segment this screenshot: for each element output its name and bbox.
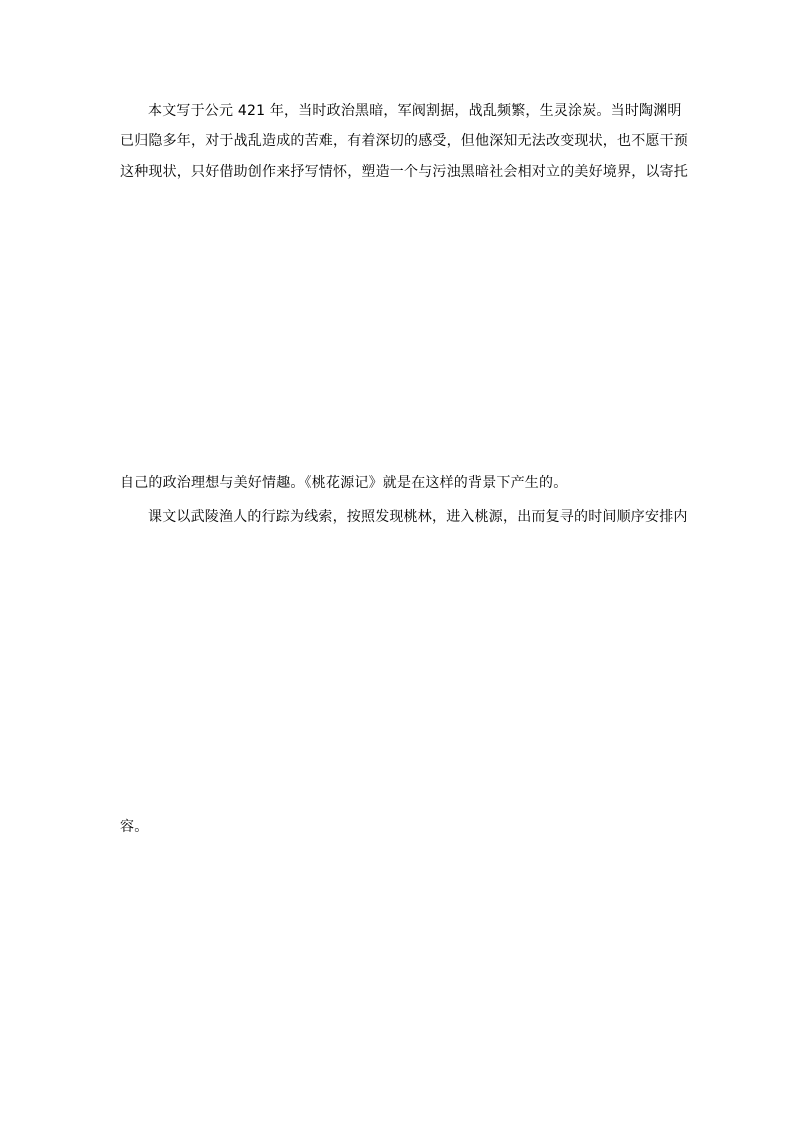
- paragraph-2-line-2: 容。: [120, 819, 149, 835]
- paragraph-1-line-1: 本文写于公元 421 年，当时政治黑暗，军阀割据，战乱频繁，生灵涂炭。当时陶渊明: [148, 103, 682, 119]
- paragraph-2-line-1: 课文以武陵渔人的行踪为线索，按照发现桃林，进入桃源，出而复寻的时间顺序安排内: [148, 509, 688, 525]
- paragraph-1-line-2: 已归隐多年，对于战乱造成的苦难，有着深切的感受，但他深知无法改变现状，也不愿干预: [120, 133, 688, 149]
- paragraph-1-line-4: 自己的政治理想与美好情趣。《桃花源记》就是在这样的背景下产生的。: [120, 475, 568, 491]
- paragraph-1-line-3: 这种现状，只好借助创作来抒写情怀，塑造一个与污浊黑暗社会相对立的美好境界，以寄托: [120, 164, 688, 180]
